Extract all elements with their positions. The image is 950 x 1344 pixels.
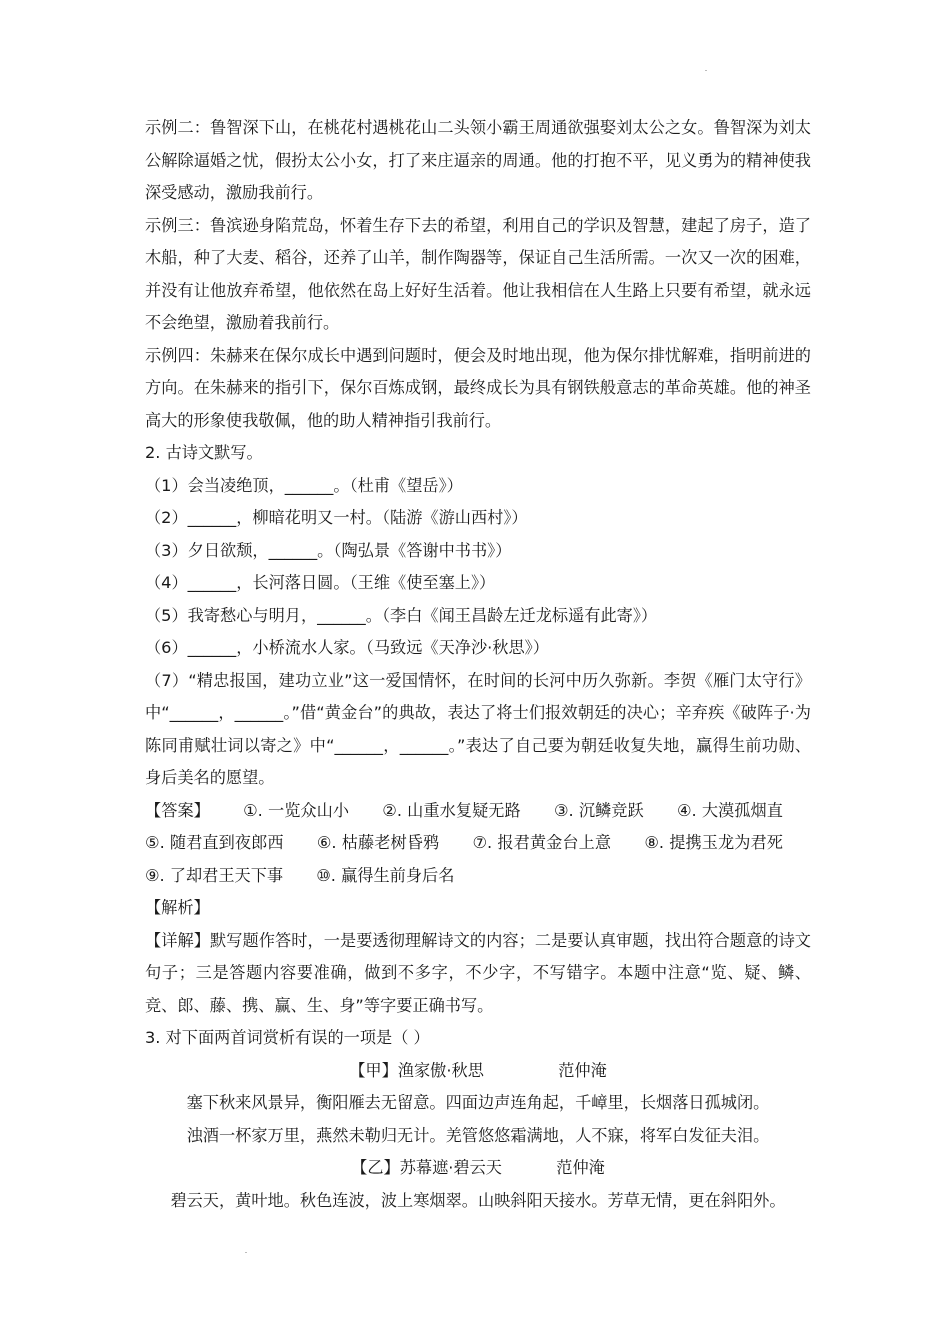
answer-block (145, 795, 811, 893)
poem-1-author: 范仲淹 (558, 1060, 607, 1080)
example-2: 示例二：鲁智深下山，在桃花村遇桃花山二头领小霸王周通欲强娶刘太公之女。鲁智深为刘太公解除逼婚之忧，假扮太公小女，打了来庄逼亲的周通。他的打抱不平，见义勇为的精神使我深受感动，激励我前行。 (145, 118, 811, 202)
poem-1-line-2: 浊酒一杯家万里，燕然未勒归无计。羌管悠悠霜满地，人不寐，将军白发征夫泪。 (186, 1125, 770, 1145)
answer-4: ④. 大漠孤烟直 (676, 800, 783, 820)
poem-2-heading (145, 1152, 811, 1185)
example-4: 示例四：朱赫来在保尔成长中遇到问题时，便会及时地出现，他为保尔排忧解难，指明前进的方向。在朱赫来的指引下，保尔百炼成钢，最终成长为具有钢铁般意志的革命英雄。他的神圣高大的形象使我敬佩，他的助人精神指引我前行。 (145, 345, 811, 430)
example-3: 示例三：鲁滨逊身陷荒岛，怀着生存下去的希望，利用自己的学识及智慧，建起了房子，造了木船，种了大麦、稻谷，还养了山羊，制作陶器等，保证自己生活所需。一次又一次的困难，并没有让他放弃希望，他依然在岛上好好生活着。他让我相信在人生路上只要有希望，就永远不会绝望，激励着我前行。 (145, 215, 811, 332)
question-3-title: 3. 对下面两首词赏析有误的一项是（ ） (145, 1028, 430, 1047)
answer-5: ⑤. 随君直到夜郎西 (145, 833, 284, 852)
q2-item-3: （3）夕日欲颓，______。（陶弘景《答谢中书书》） (145, 540, 512, 560)
answer-9: ⑨. 了却君王天下事 (145, 865, 284, 885)
poem-2-line-1: 碧云天，黄叶地。秋色连波，波上寒烟翠。山映斜阳天接水。芳草无情，更在斜阳外。 (170, 1190, 786, 1210)
detail-explanation: 【详解】默写题作答时，一是要透彻理解诗文的内容；二是要认真审题，找出符合题意的诗文句子；三是答题内容要准确，做到不多字，不少字，不写错字。本题中注意“览、疑、鳞、竞、郎、藤、携、赢、生、身”等字要正确书写。 (145, 930, 811, 1015)
poem-1-heading (145, 1055, 811, 1088)
document-page (145, 112, 811, 1217)
answer-1: ①. 一览众山小 (243, 800, 350, 820)
answer-8: ⑧. 提携玉龙为君死 (644, 833, 783, 852)
answer-3: ③. 沉鳞竞跃 (553, 800, 644, 820)
poem-2-title: 【乙】苏幕遮·碧云天 (351, 1158, 502, 1177)
q2-item-1: （1）会当凌绝顶，______。（杜甫《望岳》） (145, 475, 463, 495)
scan-mark-top (705, 70, 707, 71)
q2-item-5: （5）我寄愁心与明月，______。（李白《闻王昌龄左迁龙标遥有此寄》） (145, 605, 658, 625)
q2-item-2: （2）______，柳暗花明又一村。（陆游《游山西村》） (145, 508, 528, 527)
answer-2: ②. 山重水复疑无路 (382, 800, 521, 820)
poem-1-line-1: 塞下秋来风景异，衡阳雁去无留意。四面边声连角起，千嶂里，长烟落日孤城闭。 (186, 1093, 770, 1112)
poem-1-title: 【甲】渔家傲·秋思 (349, 1060, 484, 1080)
answer-label: 【答案】 (145, 800, 210, 820)
answer-10: ⑩. 赢得生前身后名 (316, 865, 455, 885)
q2-item-7: （7）“精忠报国，建功立业”这一爱国情怀，在时间的长河中历久弥新。李贺《雁门太守行》中“______，______。”借“黄金台”的典故，表达了将士们报效朝廷的决心；辛弃疾《破阵子·为陈同甫赋壮词以寄之》中“______，______。”表达了自己要为朝廷收复失地，赢得生前功勋、身后美名的愿望。 (145, 670, 811, 787)
scan-mark-bottom (245, 1252, 247, 1253)
answer-6: ⑥. 枯藤老树昏鸦 (316, 833, 440, 852)
answer-7: ⑦. 报君黄金台上意 (472, 833, 612, 852)
poem-2-author: 范仲淹 (556, 1158, 605, 1177)
q2-item-6: （6）______，小桥流水人家。（马致远《天净沙·秋思》） (145, 638, 549, 657)
question-2-title: 2. 古诗文默写。 (145, 443, 263, 462)
q2-item-4: （4）______，长河落日圆。（王维《使至塞上》） (145, 573, 496, 592)
analysis-label: 【解析】 (145, 898, 210, 917)
